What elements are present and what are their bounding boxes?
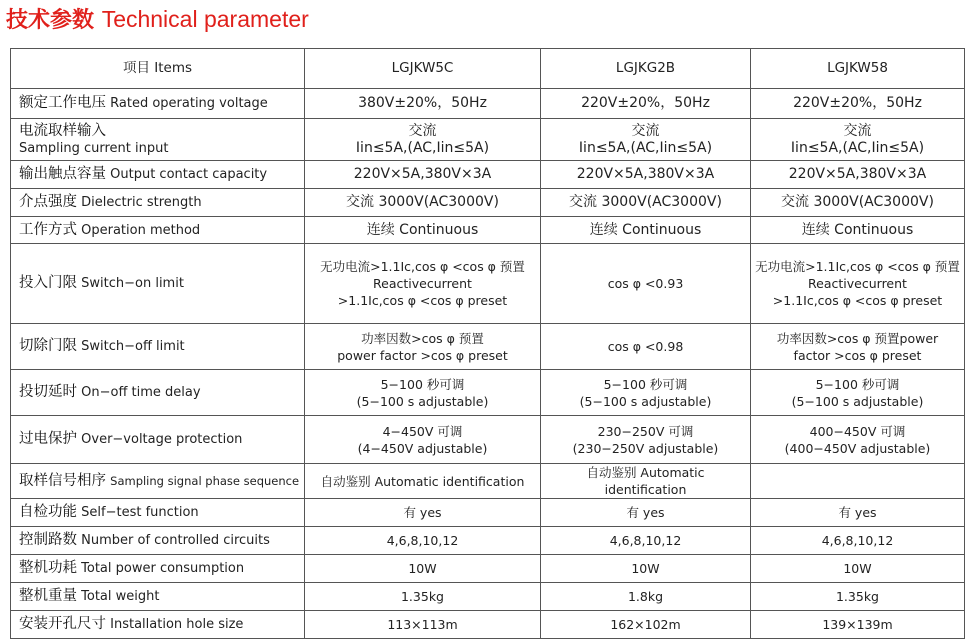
value-line: 113×113m [387,617,458,632]
value-line: 5−100 秒可调 [815,376,900,392]
value-cell-3 [751,527,965,555]
item-label-cn: 额定工作电压 [19,95,106,111]
value-cell-1 [305,416,541,464]
value-line: Reactivecurrent [808,276,907,291]
row-item-label [11,416,305,464]
value-cell-2 [541,499,751,527]
value-cell-2 [541,161,751,189]
value-line: 交流 [631,122,660,139]
value-cell-2 [541,464,751,499]
value-line: 交流 [408,122,437,139]
value-cell-1 [305,89,541,119]
value-line: 交流 3000V(AC3000V) [781,194,934,210]
value-line: (230−250V adjustable) [572,440,719,456]
value-line: 功率因数>cos φ 预置 [361,330,484,346]
item-label-en: Sampling signal phase sequence [110,473,300,488]
value-cell-3 [751,119,965,161]
item-label-cn: 投切延时 [19,384,77,400]
item-label-en: Over−voltage protection [81,432,243,447]
value-line: 220V×5A,380V×3A [788,166,927,182]
header-lgjkg2b: LGJKG2B [541,49,751,89]
row-item-label [11,324,305,370]
item-label-en: Total weight [81,589,160,604]
value-cell-2 [541,189,751,217]
title-cn: 技术参数 [6,8,95,33]
value-line: 自动鉴别 Automatic identification [320,473,525,489]
value-line: 220V×5A,380V×3A [576,166,715,182]
item-label-en: Switch−on limit [81,276,184,291]
value-line: Iin≤5A,(AC,Iin≤5A) [790,139,925,156]
row-item-label [11,161,305,189]
value-cell-3 [751,161,965,189]
value-cell-2 [541,416,751,464]
value-line: 10W [408,561,437,576]
value-line: 10W [631,561,660,576]
table-row [11,89,965,119]
value-cell-3 [751,217,965,244]
value-line: 4,6,8,10,12 [821,533,894,548]
table-row [11,527,965,555]
row-item-label [11,611,305,639]
value-line: 无功电流>1.1Ic,cos φ <cos φ 预置 [320,259,525,274]
value-line: 有 yes [838,505,877,520]
header-items: 项目 Items [11,49,305,89]
value-line: (5−100 s adjustable) [579,393,712,409]
value-line: 139×139m [822,617,893,632]
value-line: 连续 Continuous [366,221,479,238]
title-en: Technical parameter [101,6,309,32]
value-line: (4−450V adjustable) [357,440,488,456]
row-item-label [11,583,305,611]
value-line: 230−250V 可调 [597,423,694,439]
value-cell-1 [305,161,541,189]
item-label-en: Switch−off limit [81,339,185,354]
item-label-en: Total power consumption [81,561,245,576]
value-line: 交流 3000V(AC3000V) [346,194,499,210]
value-cell-2 [541,583,751,611]
row-item-label [11,217,305,244]
value-cell-1 [305,119,541,161]
value-line: >1.1Ic,cos φ <cos φ preset [337,293,508,308]
row-item-label [11,499,305,527]
row-item-label [11,189,305,217]
value-cell-3 [751,499,965,527]
item-label-cn: 控制路数 [19,532,77,548]
item-label-en: On−off time delay [81,385,201,400]
value-line: Iin≤5A,(AC,Iin≤5A) [578,139,713,156]
value-line: Iin≤5A,(AC,Iin≤5A) [355,139,490,156]
value-cell-1 [305,370,541,416]
row-item-label [11,89,305,119]
value-cell-2 [541,324,751,370]
item-label-cn: 投入门限 [19,275,77,291]
value-line: 1.35kg [400,589,444,604]
table-row [11,161,965,189]
value-line: 无功电流>1.1Ic,cos φ <cos φ 预置 [755,259,960,274]
item-label-cn: 自检功能 [19,504,77,520]
value-line: power factor >cos φ preset [337,347,508,363]
value-line: 连续 Continuous [801,221,914,238]
value-line: 162×102m [610,617,681,632]
table-row [11,499,965,527]
value-line: 220V±20%，50Hz [793,95,922,111]
row-item-label [11,244,305,324]
value-cell-3 [751,611,965,639]
value-cell-3 [751,244,965,324]
value-line: 交流 3000V(AC3000V) [569,194,722,210]
value-line: 5−100 秒可调 [603,376,688,392]
value-cell-3 [751,416,965,464]
row-item-label [11,555,305,583]
value-line: (5−100 s adjustable) [356,393,489,409]
table-row [11,244,965,324]
value-cell-2 [541,555,751,583]
value-cell-2 [541,89,751,119]
value-line: 连续 Continuous [589,221,702,238]
value-line: 4,6,8,10,12 [386,533,459,548]
table-row [11,555,965,583]
value-line: 5−100 秒可调 [380,376,465,392]
value-cell-1 [305,464,541,499]
value-line: 400−450V 可调 [809,423,906,439]
item-label-cn: 输出触点容量 [19,166,106,182]
value-line: (400−450V adjustable) [784,440,931,456]
value-cell-2 [541,244,751,324]
row-item-label [11,370,305,416]
value-cell-1 [305,189,541,217]
value-line: cos φ <0.98 [607,339,684,354]
value-line: 功率因数>cos φ 预置power [776,330,939,346]
header-lgjkw58: LGJKW58 [751,49,965,89]
value-line: 4−450V 可调 [382,423,463,439]
table-header-row [11,49,965,89]
table-row [11,416,965,464]
table-row [11,370,965,416]
value-cell-1 [305,527,541,555]
item-label-cn: 整机功耗 [19,560,77,576]
item-label-cn: 电流取样输入 [19,122,106,139]
item-label-en: Dielectric strength [81,195,202,210]
table-row [11,189,965,217]
value-cell-3 [751,464,965,499]
item-label-cn: 过电保护 [19,431,77,447]
item-label-cn: 工作方式 [19,221,77,238]
value-line: factor >cos φ preset [793,347,922,363]
item-label-cn: 介点强度 [19,194,77,210]
item-label-cn: 整机重量 [19,588,77,604]
table-row [11,217,965,244]
value-line: 有 yes [403,505,442,520]
item-label-en: Sampling current input [19,140,169,156]
value-line: 自动鉴别 Automatic identification [586,465,705,497]
value-line: 交流 [843,122,872,139]
technical-parameter-table [10,48,965,639]
header-lgjkw5c: LGJKW5C [305,49,541,89]
value-line: Reactivecurrent [373,276,472,291]
row-item-label [11,464,305,499]
table-row [11,464,965,499]
item-label-cn: 切除门限 [19,338,77,354]
value-cell-1 [305,555,541,583]
table-row [11,119,965,161]
page-title [6,2,309,36]
item-label-en: Installation hole size [110,617,244,632]
row-item-label [11,527,305,555]
table-row [11,324,965,370]
item-label-cn: 取样信号相序 [19,472,106,489]
value-line: 10W [843,561,872,576]
table-row [11,583,965,611]
value-line: 有 yes [626,505,665,520]
value-cell-2 [541,119,751,161]
value-line: 1.35kg [835,589,879,604]
item-label-en: Output contact capacity [110,167,268,182]
item-label-en: Self−test function [81,505,199,520]
value-line: 1.8kg [627,589,664,604]
value-cell-2 [541,611,751,639]
value-line: 380V±20%，50Hz [358,95,487,111]
value-cell-1 [305,583,541,611]
value-line: (5−100 s adjustable) [791,393,924,409]
row-item-label [11,119,305,161]
item-label-en: Operation method [81,222,201,238]
value-cell-3 [751,189,965,217]
value-line: 220V±20%，50Hz [581,95,710,111]
value-cell-2 [541,527,751,555]
value-line: cos φ <0.93 [607,276,684,291]
value-cell-1 [305,611,541,639]
item-label-cn: 安装开孔尺寸 [19,616,106,632]
value-cell-3 [751,583,965,611]
value-cell-3 [751,89,965,119]
item-label-en: Rated operating voltage [110,96,268,111]
value-cell-2 [541,217,751,244]
value-cell-1 [305,217,541,244]
value-line: 220V×5A,380V×3A [353,166,492,182]
value-cell-2 [541,370,751,416]
value-cell-3 [751,370,965,416]
value-cell-3 [751,555,965,583]
value-cell-3 [751,324,965,370]
value-cell-1 [305,499,541,527]
value-cell-1 [305,324,541,370]
table-row [11,611,965,639]
value-line: 4,6,8,10,12 [609,533,682,548]
value-cell-1 [305,244,541,324]
value-line: >1.1Ic,cos φ <cos φ preset [772,293,943,308]
item-label-en: Number of controlled circuits [81,533,270,548]
